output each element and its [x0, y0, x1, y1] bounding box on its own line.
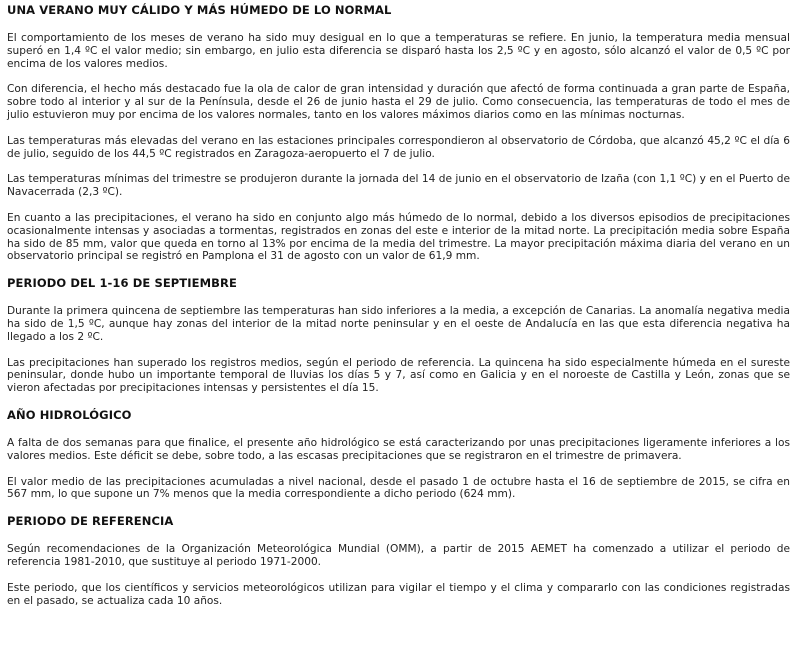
section-title: UNA VERANO MUY CÁLIDO Y MÁS HÚMEDO DE LO NORMAL	[7, 3, 392, 17]
section-title: PERIODO DEL 1-16 DE SEPTIEMBRE	[7, 276, 237, 291]
section-title: AÑO HIDROLÓGICO	[7, 407, 132, 422]
paragraph: Las temperaturas más elevadas del verano en las estaciones principales correspondieron al observatorio de Córdoba, que alcanzó 45,2 ºC el día 6 de julio, seguido de los 44,5 ºC registrados en Zaragoza-aeropuerto el 7 de julio.	[7, 134, 790, 160]
section-summer	[7, 3, 790, 263]
paragraph: Según recomendaciones de la Organización Meteorológica Mundial (OMM), a partir de 2015 AEMET ha comenzado a utilizar el periodo de referencia 1981-2010, que sustituye al periodo 1971-2000.	[7, 543, 790, 568]
paragraph: En cuanto a las precipitaciones, el verano ha sido en conjunto algo más húmedo de lo normal, debido a los diversos episodios de precipitaciones ocasionalmente intensas y asociadas a tormentas, registrados en zonas del este e interior de la mitad norte. La precipitación media sobre España ha sido de 85 mm, valor que queda en torno al 13% por encima de la media del trimestre. La mayor precipitación máxima diaria del verano en un observatorio principal se registró en Pamplona el 31 de agosto con un valor de 61,9 mm.	[7, 211, 790, 263]
section-reference-period	[7, 514, 790, 607]
section-september	[7, 276, 790, 395]
paragraph: El valor medio de las precipitaciones acumuladas a nivel nacional, desde el pasado 1 de octubre hasta el 16 de septiembre de 2015, se cifra en 567 mm, lo que supone un 7% menos que la media correspondiente a dicho periodo (624 mm).	[7, 475, 790, 501]
paragraph: Este periodo, que los científicos y servicios meteorológicos utilizan para vigilar el tiempo y el clima y compararlo con las condiciones registradas en el pasado, se actualiza cada 10 años.	[7, 581, 790, 607]
paragraph: Con diferencia, el hecho más destacado fue la ola de calor de gran intensidad y duración que afectó de forma continuada a gran parte de España, sobre todo al interior y al sur de la Península, desde el 26 de junio hasta el 29 de julio. Como consecuencia, las temperaturas de todo el mes de julio estuvieron muy por encima de los valores normales, tanto en los valores máximos diarios como en las mínimas nocturnas.	[7, 83, 790, 121]
paragraph: Durante la primera quincena de septiembre las temperaturas han sido inferiores a la media, a excepción de Canarias. La anomalía negativa media ha sido de 1,5 ºC, aunque hay zonas del interior de la mitad norte peninsular y en el oeste de Andalucía en las que esta diferencia negativa ha llegado a los 2 ºC.	[7, 305, 790, 343]
paragraph: Las temperaturas mínimas del trimestre se produjeron durante la jornada del 14 de junio en el observatorio de Izaña (con 1,1 ºC) y en el Puerto de Navacerrada (2,3 ºC).	[7, 173, 790, 199]
paragraph: El comportamiento de los meses de verano ha sido muy desigual en lo que a temperaturas se refiere. En junio, la temperatura media mensual superó en 1,4 ºC el valor medio; sin embargo, en julio esta diferencia se disparó hasta los 2,5 ºC y en agosto, sólo alcanzó el valor de 0,5 ºC por encima de los valores medios.	[7, 32, 790, 70]
section-hydrological-year	[7, 408, 790, 501]
paragraph: Las precipitaciones han superado los registros medios, según el periodo de referencia. La quincena ha sido especialmente húmeda en el sureste peninsular, donde hubo un importante temporal de lluvias los días 5 y 7, así como en Galicia y en el noroeste de Castilla y León, zonas que se vieron afectadas por precipitaciones intensas y persistentes el día 15.	[7, 356, 790, 395]
section-title: PERIODO DE REFERENCIA	[7, 514, 174, 529]
paragraph: A falta de dos semanas para que finalice, el presente año hidrológico se está caracterizando por unas precipitaciones ligeramente inferiores a los valores medios. Este déficit se debe, sobre todo, a las escasas precipitaciones que se registraron en el trimestre de primavera.	[7, 436, 790, 462]
